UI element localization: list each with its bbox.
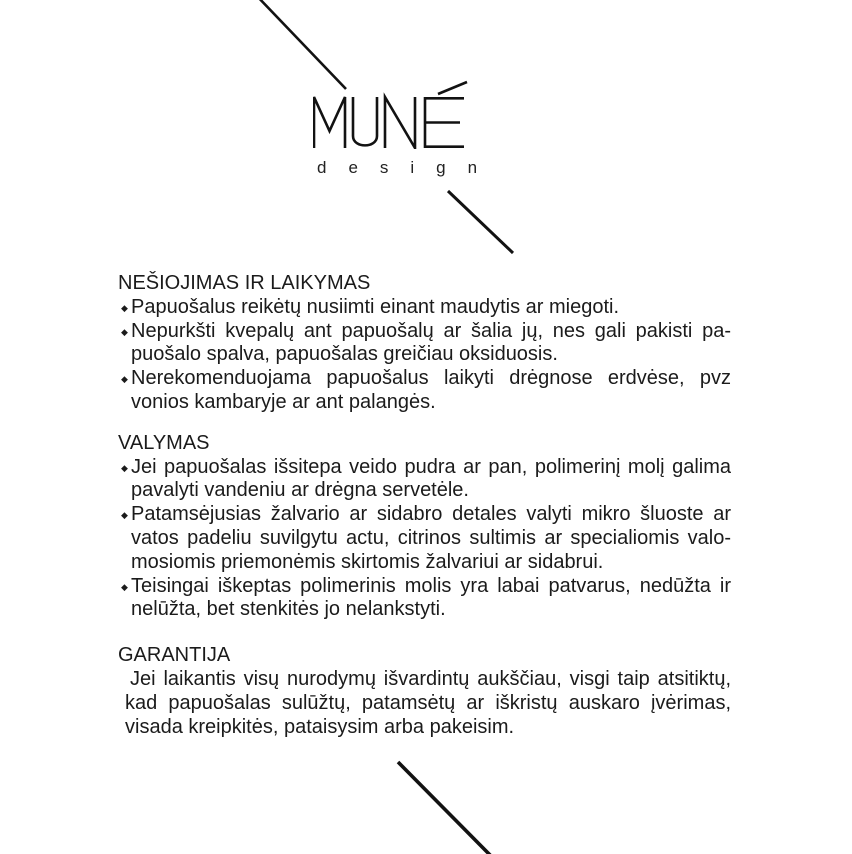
text-line: Patamsėjusias žalvario ar sidabro detales valyti mikro šluoste ar	[131, 503, 731, 526]
section-heading: VALYMAS	[118, 431, 210, 454]
logo-subtitle: design	[317, 158, 500, 177]
text-line: kad papuošalas sulūžtų, patamsėtų ar iškristų auskaro įvėrimas,	[125, 691, 731, 714]
text-line: Nerekomenduojama papuošalus laikyti drėgnose erdvėse, pvz	[131, 367, 731, 390]
text-line: pavalyti vandeniu ar drėgna servetėle.	[131, 479, 469, 502]
logo-letter-n	[385, 97, 415, 148]
bullet-item	[118, 456, 731, 504]
bullet-diamond-icon: ◆	[121, 510, 128, 521]
bullet-item	[118, 296, 731, 320]
paragraph	[118, 668, 731, 739]
bullet-diamond-icon: ◆	[121, 326, 128, 337]
bullet-item	[118, 503, 731, 574]
bullet-item	[118, 575, 731, 623]
logo-letter-e	[424, 97, 464, 148]
text-line: vonios kambaryje ar ant palangės.	[131, 390, 436, 413]
care-instructions	[118, 272, 731, 739]
section-3	[118, 644, 731, 739]
text-line: visada kreipkitės, pataisysim arba pakeisim.	[125, 715, 515, 738]
middle-diagonal-line	[448, 191, 513, 253]
bullet-diamond-icon: ◆	[121, 581, 128, 592]
bullet-diamond-icon: ◆	[121, 302, 128, 313]
logo-accent-mark	[438, 82, 467, 94]
text-line: Teisingai iškeptas polimerinis molis yra labai patvarus, nedūžta ir	[131, 574, 731, 597]
text-line: mosiomis priemonėmis skirtomis žalvariui ar sidabrui.	[131, 550, 604, 573]
section-1	[118, 272, 731, 415]
logo-mune-wordmark	[313, 79, 469, 149]
logo-letter-u	[353, 97, 377, 145]
text-line: Jei laikantis visų nurodymų išvardintų aukščiau, visgi taip atsitiktų,	[130, 667, 731, 690]
bullet-diamond-icon: ◆	[121, 462, 128, 473]
bullet-item	[118, 320, 731, 368]
section-2	[118, 432, 731, 622]
text-line: puošalo spalva, papuošalas greičiau oksiduosis.	[131, 343, 558, 366]
text-line: Jei papuošalas išsitepa veido pudra ar pan, polimerinį molį galima	[131, 455, 731, 478]
text-line: Nepurkšti kvepalų ant papuošalų ar šalia jų, nes gali pakisti pa-	[131, 319, 731, 342]
section-heading: GARANTIJA	[118, 644, 231, 667]
logo-letter-m	[314, 97, 345, 148]
section-heading: NEŠIOJIMAS IR LAIKYMAS	[118, 272, 371, 294]
text-line: vatos padeliu suvilgytu actu, citrinos sultimis ar specialiomis valo-	[131, 526, 731, 549]
bullet-item	[118, 367, 731, 415]
bullet-diamond-icon: ◆	[121, 374, 128, 385]
text-line: nelūžta, bet stenkitės jo nelankstyti.	[131, 598, 446, 621]
text-line: Papuošalus reikėtų nusiimti einant maudytis ar miegoti.	[131, 295, 620, 318]
bottom-diagonal-line	[398, 762, 493, 854]
top-diagonal-line	[255, 0, 346, 89]
